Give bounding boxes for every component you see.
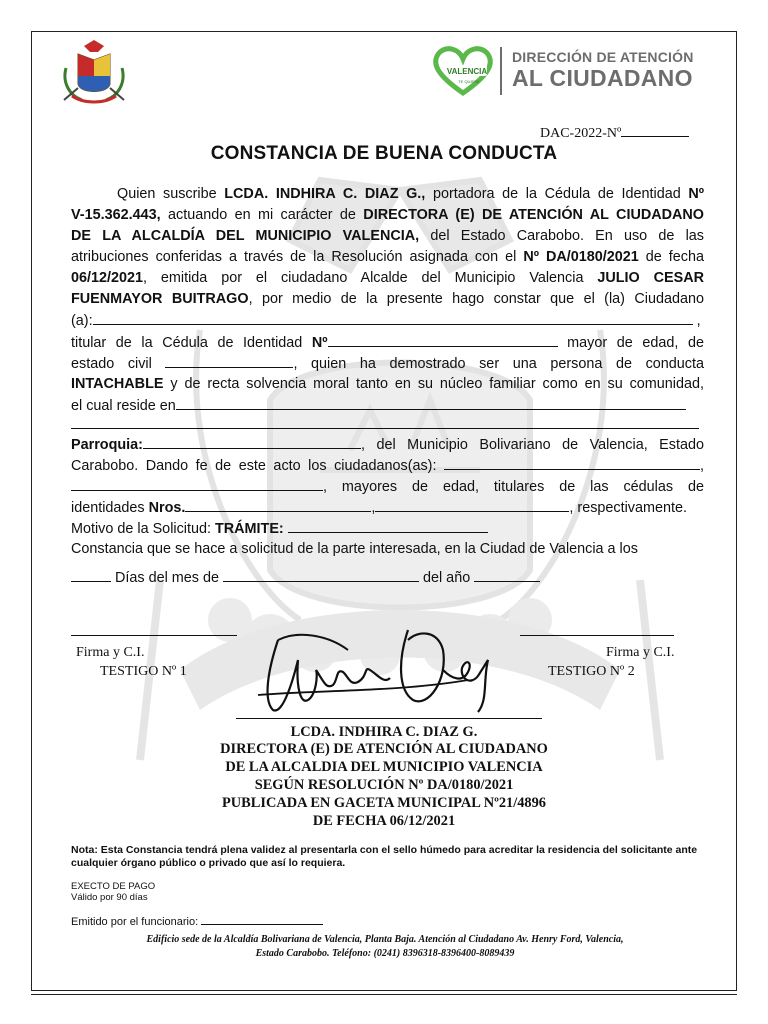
footer-line1: Edificio sede de la Alcaldía Bolivariana de Valencia, Planta Baja. Atención al Ciudadano Av. Henry Ford, Valencia,	[146, 934, 624, 945]
text-bold: LCDA. INDHIRA C. DIAZ G.,	[224, 186, 426, 202]
logo-heart-text: VALENCIA	[446, 67, 488, 76]
text: estado civil	[71, 356, 166, 372]
text: , emitida por el ciudadano Alcalde del Municipio Valencia	[143, 270, 598, 286]
text: actuando en mi carácter de	[160, 207, 364, 223]
body-line-4	[71, 247, 704, 267]
text-bold: Nº	[311, 335, 328, 351]
text-bold: FUENMAYOR BUITRAGO	[71, 291, 249, 307]
witness-2-signature-line[interactable]	[520, 635, 674, 636]
address-line-2[interactable]	[71, 428, 699, 429]
text: de fecha	[638, 249, 704, 265]
text-bold: V-15.362.443,	[71, 207, 161, 223]
text: Días del mes de	[111, 570, 223, 586]
witnesses-blank-2[interactable]	[71, 476, 323, 491]
text-bold: TRÁMITE:	[214, 521, 284, 537]
witness-id-2-blank[interactable]	[375, 497, 569, 512]
body-line-15	[71, 497, 704, 518]
bottom-rule	[31, 994, 737, 995]
signatory-line2: DIRECTORA (E) DE ATENCIÓN AL CIUDADANO	[220, 741, 548, 757]
witness-1-label: TESTIGO Nº 1	[100, 664, 187, 679]
signatory-line5: PUBLICADA EN GACETA MUNICIPAL Nº21/4896	[221, 795, 547, 811]
body-line-18	[71, 567, 704, 588]
logo-text	[512, 48, 694, 90]
text-bold: Nros.	[148, 500, 186, 516]
text: titular de la Cédula de Identidad	[71, 335, 312, 351]
id-number-blank[interactable]	[328, 332, 558, 347]
text: atribuciones conferidas a través de la Resolución asignada con el	[71, 249, 524, 265]
text-bold: Nº	[688, 186, 704, 202]
body-line-13	[71, 455, 704, 476]
official-blank[interactable]	[201, 914, 323, 925]
witness-2-firma: Firma y C.I.	[606, 645, 675, 660]
text: ,	[696, 313, 701, 329]
body-line-6	[71, 289, 704, 309]
doc-number	[540, 124, 689, 142]
payment-info	[71, 881, 155, 903]
text: Motivo de la Solicitud:	[71, 521, 215, 537]
witness-id-1-blank[interactable]	[185, 497, 371, 512]
validity-note: Nota: Esta Constancia tendrá plena validez al presentarla con el sello húmedo para acreditar la residencia del solicitante ante cualquier órgano público o privado que así lo requiera.	[71, 844, 698, 869]
body-line-5	[71, 268, 704, 288]
witnesses-blank[interactable]	[444, 455, 700, 470]
text: , respectivamente.	[569, 500, 687, 516]
residence-blank[interactable]	[176, 395, 686, 410]
body-line-1	[71, 184, 704, 204]
emitted-by-label: Emitido por el funcionario:	[71, 916, 202, 928]
body-line-17	[71, 539, 704, 559]
body-line-16	[71, 518, 704, 539]
day-blank[interactable]	[71, 567, 111, 582]
text: del Estado Carabobo. En uso de las	[419, 228, 705, 244]
text: del año	[418, 570, 475, 586]
text: , quien ha demostrado ser una persona de conducta	[293, 356, 705, 372]
handwritten-signature-icon	[238, 620, 508, 720]
text-bold: Parroquia:	[71, 437, 143, 453]
text: Constancia que se hace a solicitud de la parte interesada, en la Ciudad de Valencia a los	[71, 541, 638, 557]
civil-status-blank[interactable]	[165, 353, 293, 368]
text: ,	[371, 500, 376, 516]
witness-2-label: TESTIGO Nº 2	[548, 664, 635, 679]
text-bold: DE LA ALCALDÍA DEL MUNICIPIO VALENCIA,	[71, 228, 420, 244]
body-line-7	[71, 310, 704, 331]
body-line-11	[71, 395, 704, 416]
text: portadora de la Cédula de Identidad	[425, 186, 689, 202]
reason-blank[interactable]	[288, 518, 488, 533]
payment-line1: EXECTO DE PAGO	[71, 881, 156, 892]
footer-line2: Estado Carabobo. Teléfono: (0241) 8396318-8396400-8089439	[255, 948, 515, 959]
text-bold: Nº DA/0180/2021	[523, 249, 639, 265]
signatory-line4: SEGÚN RESOLUCIÓN Nº DA/0180/2021	[254, 777, 514, 793]
text: y de recta solvencia moral tanto en su núcleo familiar como en su comunidad,	[163, 376, 704, 392]
text: , por medio de la presente hago constar que el (la) Ciudadano	[248, 291, 704, 307]
text: , del Municipio Bolivariano de Valencia, Estado	[360, 437, 704, 453]
text: , mayores de edad, titulares de las cédulas de	[323, 479, 704, 495]
payment-line2: Válido por 90 días	[71, 892, 148, 903]
doc-number-blank[interactable]	[621, 124, 689, 137]
witness-1-signature-line[interactable]	[71, 635, 237, 636]
body-line-8	[71, 332, 704, 353]
text: Quien suscribe	[117, 186, 225, 202]
text: ,	[700, 458, 704, 474]
text: identidades	[71, 500, 149, 516]
body-line-12	[71, 434, 704, 455]
text: mayor de edad, de	[557, 335, 704, 351]
parish-blank[interactable]	[143, 434, 361, 449]
month-blank[interactable]	[223, 567, 419, 582]
body-line-2	[71, 205, 704, 225]
body-line-14	[71, 476, 704, 497]
logo-line1: DIRECCIÓN DE ATENCIÓN	[512, 49, 694, 65]
text-bold: JULIO CESAR	[597, 270, 704, 286]
signatory-line3: DE LA ALCALDIA DEL MUNICIPIO VALENCIA	[225, 759, 543, 775]
doc-number-label: DAC-2022-Nº	[540, 126, 622, 141]
footer-address	[90, 933, 680, 961]
text: Carabobo. Dando fe de este acto los ciudadanos(as):	[71, 458, 444, 474]
coat-of-arms-icon	[58, 38, 130, 106]
text: (a):	[71, 313, 93, 329]
citizen-name-blank[interactable]	[93, 310, 693, 325]
emitted-by	[71, 914, 323, 928]
director-signature-line[interactable]	[236, 718, 542, 719]
body-line-3	[71, 226, 704, 246]
body-line-9	[71, 353, 704, 374]
witness-1-firma: Firma y C.I.	[76, 645, 145, 660]
body-line-10	[71, 374, 704, 394]
logo-heart-subtext: TE QUIERE	[458, 79, 480, 84]
text-bold: DIRECTORA (E) DE ATENCIÓN AL CIUDADANO	[363, 207, 704, 223]
year-blank[interactable]	[474, 567, 540, 582]
signatory-line6: DE FECHA 06/12/2021	[312, 813, 456, 829]
text-bold: INTACHABLE	[71, 376, 164, 392]
text: el cual reside en	[71, 398, 176, 414]
signatory-name: LCDA. INDHIRA C. DIAZ G.	[290, 724, 478, 740]
text-bold: 06/12/2021	[71, 270, 144, 286]
logo-line2: AL CIUDADANO	[512, 65, 693, 91]
page-title: CONSTANCIA DE BUENA CONDUCTA	[210, 143, 558, 164]
